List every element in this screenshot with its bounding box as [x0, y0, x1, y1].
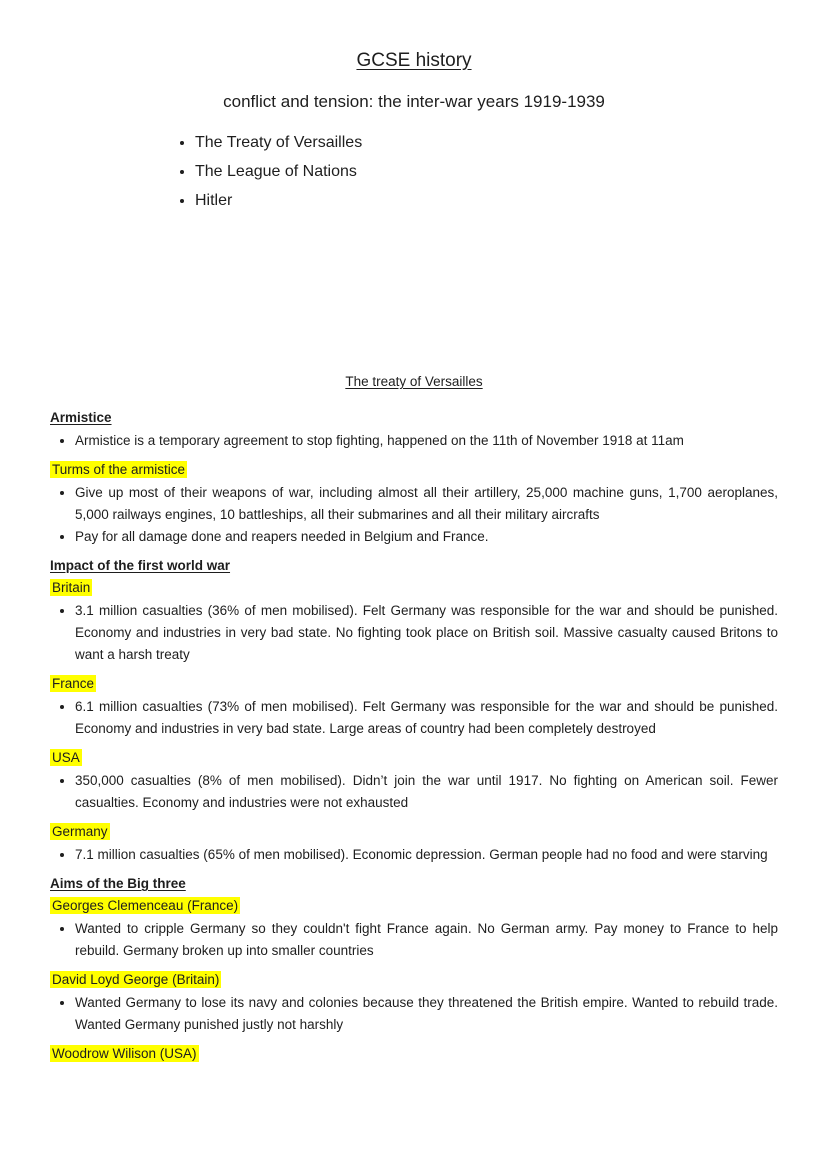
section-title: The treaty of Versailles: [345, 374, 483, 389]
topic-item: • The League of Nations: [195, 161, 778, 182]
bullet-list: [50, 770, 778, 814]
heading-aims-big-three: Aims of the Big three: [50, 876, 186, 891]
doc-subtitle: conflict and tension: the inter-war years 1919-1939: [223, 92, 605, 111]
bullet-item: • Wanted Germany to lose its navy and colonies because they threatened the British empire. Wanted to rebuild trade. Wanted Germany punished justly not harshly: [75, 992, 778, 1036]
highlight-line: [50, 821, 778, 843]
bullet-item: • Give up most of their weapons of war, including almost all their artillery, 25,000 machine guns, 1,700 aeroplanes, 5,000 railways engines, 10 battleships, all their submarines and all their military aircrafts: [75, 482, 778, 526]
heading-armistice: Armistice: [50, 410, 112, 425]
bullet-item: • Wanted to cripple Germany so they couldn't fight France again. No German army. Pay money to France to help rebuild. Germany broken up into smaller countries: [75, 918, 778, 962]
topic-list: [50, 132, 778, 211]
heading-impact: Impact of the first world war: [50, 558, 231, 573]
bullet-list: [50, 430, 778, 452]
highlight-line: [50, 1043, 778, 1065]
highlight-line: [50, 673, 778, 695]
bullet-list: [50, 844, 778, 866]
bullet-list: [50, 482, 778, 548]
bullet-item: • Armistice is a temporary agreement to stop fighting, happened on the 11th of November 1918 at 11am: [75, 430, 778, 452]
highlight-label-germany: Germany: [52, 824, 108, 839]
highlight-label-france: France: [52, 676, 95, 691]
highlight-line: [50, 747, 778, 769]
doc-title: GCSE history: [356, 50, 472, 71]
highlight-label-lloyd-george: David Loyd George (Britain): [52, 972, 220, 987]
bullet-item: • 7.1 million casualties (65% of men mobilised). Economic depression. German people had no food and were starving: [75, 844, 778, 866]
highlight-line: [50, 459, 778, 481]
topic-item: • The Treaty of Versailles: [195, 132, 778, 153]
bullet-list: [50, 600, 778, 666]
bullet-item: • Pay for all damage done and reapers needed in Belgium and France.: [75, 526, 778, 548]
highlight-label-clemenceau: Georges Clemenceau (France): [52, 898, 239, 913]
highlight-label-britain: Britain: [52, 580, 91, 595]
highlight-label-wilson: Woodrow Wilison (USA): [52, 1046, 197, 1061]
bullet-list: [50, 918, 778, 962]
highlight-line: [50, 969, 778, 991]
highlight-label-usa: USA: [52, 750, 80, 765]
bullet-list: [50, 696, 778, 740]
bullet-item: • 6.1 million casualties (73% of men mobilised). Felt Germany was responsible for the war and should be punished. Economy and industries in very bad state. Large areas of country had been completely destroyed: [75, 696, 778, 740]
bullet-list: [50, 992, 778, 1036]
highlight-line: [50, 895, 778, 917]
highlight-label-terms: Turms of the armistice: [52, 462, 186, 477]
topic-item: • Hitler: [195, 190, 778, 211]
highlight-line: [50, 577, 778, 599]
bullet-item: • 350,000 casualties (8% of men mobilised). Didn’t join the war until 1917. No fighting on American soil. Fewer casualties. Economy and industries were not exhausted: [75, 770, 778, 814]
bullet-item: • 3.1 million casualties (36% of men mobilised). Felt Germany was responsible for the war and should be punished. Economy and industries in very bad state. No fighting took place on British soil. Massive casualty caused Britons to want a harsh treaty: [75, 600, 778, 666]
